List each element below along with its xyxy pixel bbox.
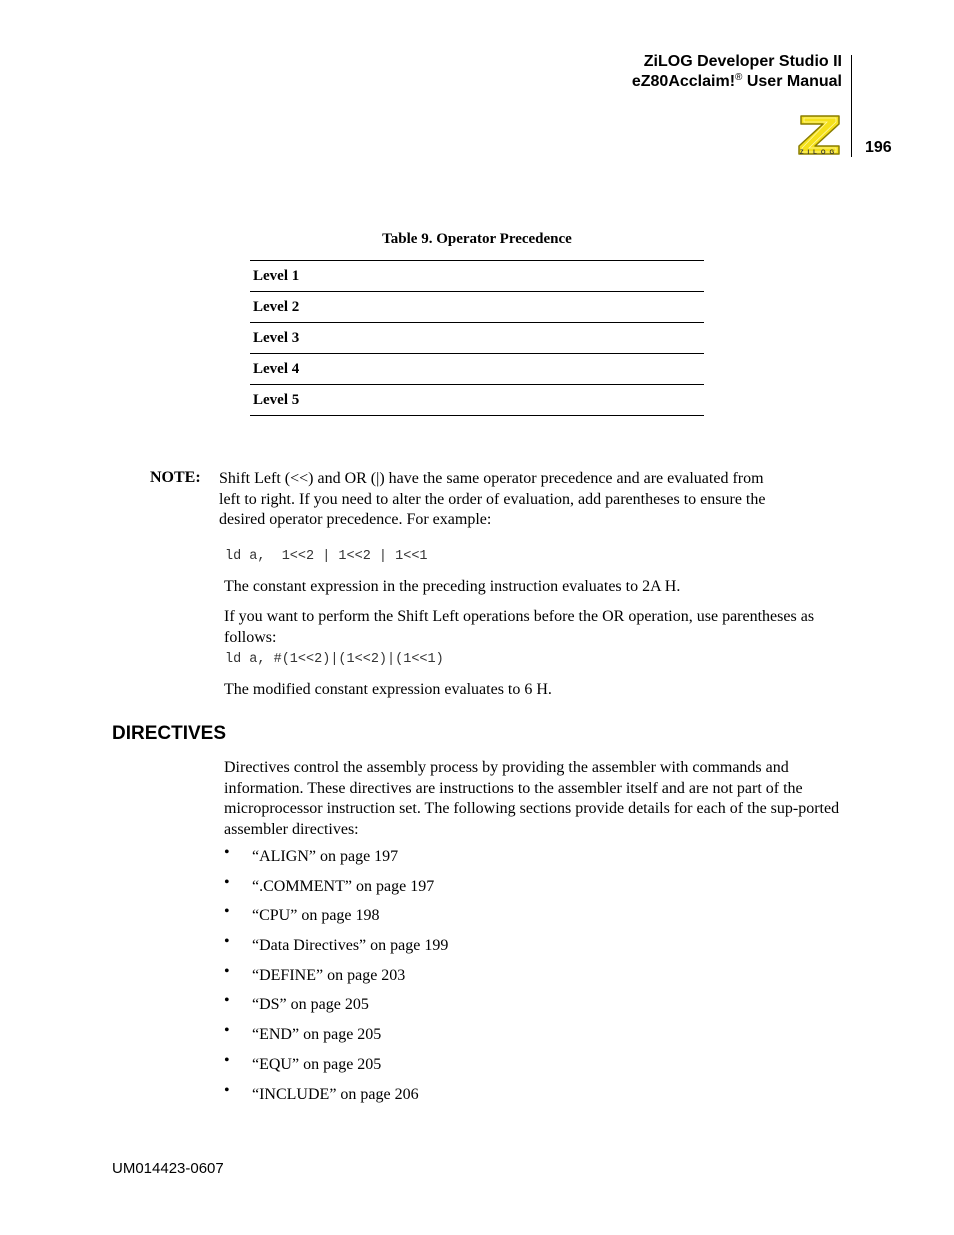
link-cpu[interactable]: “CPU” on page 198	[252, 907, 380, 925]
registered-mark: ®	[735, 72, 743, 83]
table-row: Level 2	[250, 291, 704, 322]
link-define[interactable]: “DEFINE” on page 203	[252, 966, 406, 984]
code-example-2: ld a, #(1<<2)|(1<<2)|(1<<1)	[225, 652, 444, 667]
document-title-line1: ZiLOG Developer Studio II	[643, 53, 842, 70]
bullet-icon: •	[224, 992, 230, 1010]
header-divider	[851, 55, 852, 157]
document-title-line2	[632, 72, 842, 92]
directives-list	[224, 846, 724, 1113]
link-data-directives[interactable]: “Data Directives” on page 199	[252, 937, 449, 955]
link-ds[interactable]: “DS” on page 205	[252, 996, 369, 1014]
list-item	[224, 962, 724, 995]
link-comment[interactable]: “.COMMENT” on page 197	[252, 877, 435, 895]
table-caption: Table 9. Operator Precedence	[382, 231, 572, 247]
list-item	[224, 994, 724, 1024]
table-row: Level 3	[250, 322, 704, 353]
document-id: UM014423-0607	[112, 1160, 224, 1177]
paragraph-result-2: The modified constant expression evaluates to 6 H.	[224, 681, 552, 698]
link-end[interactable]: “END” on page 205	[252, 1026, 382, 1044]
directives-intro: Directives control the assembly process by providing the assembler with commands and information. These directives are instructions to the assembler itself and are not part of the microprocessor instruction set. The following sections provide details for each of the sup-ported assembler directives:	[224, 759, 840, 838]
product-name: eZ80Acclaim!	[631, 73, 736, 90]
bullet-icon: •	[224, 903, 230, 921]
bullet-icon: •	[224, 1022, 230, 1040]
paragraph-result-1: The constant expression in the preceding instruction evaluates to 2A H.	[224, 578, 681, 595]
logo-wordmark: ZILOG	[799, 150, 839, 156]
list-item	[224, 905, 724, 935]
table-row: Level 4	[250, 353, 704, 384]
bullet-icon: •	[224, 1051, 230, 1069]
bullet-icon: •	[224, 844, 230, 861]
note-label: NOTE:	[150, 469, 201, 486]
list-item	[224, 1024, 724, 1054]
list-item	[224, 846, 724, 876]
table-row: Level 1	[250, 260, 704, 291]
bullet-icon: •	[224, 1081, 230, 1099]
list-item	[224, 935, 724, 965]
link-align[interactable]: “ALIGN” on page 197	[252, 848, 399, 865]
code-example-1: ld a, 1<<2 | 1<<2 | 1<<1	[225, 549, 428, 564]
bullet-icon: •	[224, 873, 230, 891]
paragraph-parentheses: If you want to perform the Shift Left operations before the OR operation, use parentheses as follows:	[224, 608, 815, 646]
link-include[interactable]: “INCLUDE” on page 206	[252, 1085, 419, 1103]
list-item	[224, 873, 724, 906]
table-row: Level 5	[250, 384, 704, 416]
list-item	[224, 1051, 724, 1084]
bullet-icon: •	[224, 933, 230, 951]
manual-name: User Manual	[742, 73, 842, 90]
operator-precedence-table	[250, 260, 704, 416]
note-text: Shift Left (<<) and OR (|) have the same operator precedence and are evaluated from left to right. If you need to alter the order of evaluation, add parentheses to ensure the desired operator precedence. For example:	[219, 470, 766, 528]
link-equ[interactable]: “EQU” on page 205	[252, 1055, 382, 1073]
list-item	[224, 1081, 724, 1114]
page-number: 196	[865, 139, 892, 156]
section-heading: DIRECTIVES	[112, 723, 227, 744]
document-title	[632, 52, 842, 92]
bullet-icon: •	[224, 962, 230, 980]
